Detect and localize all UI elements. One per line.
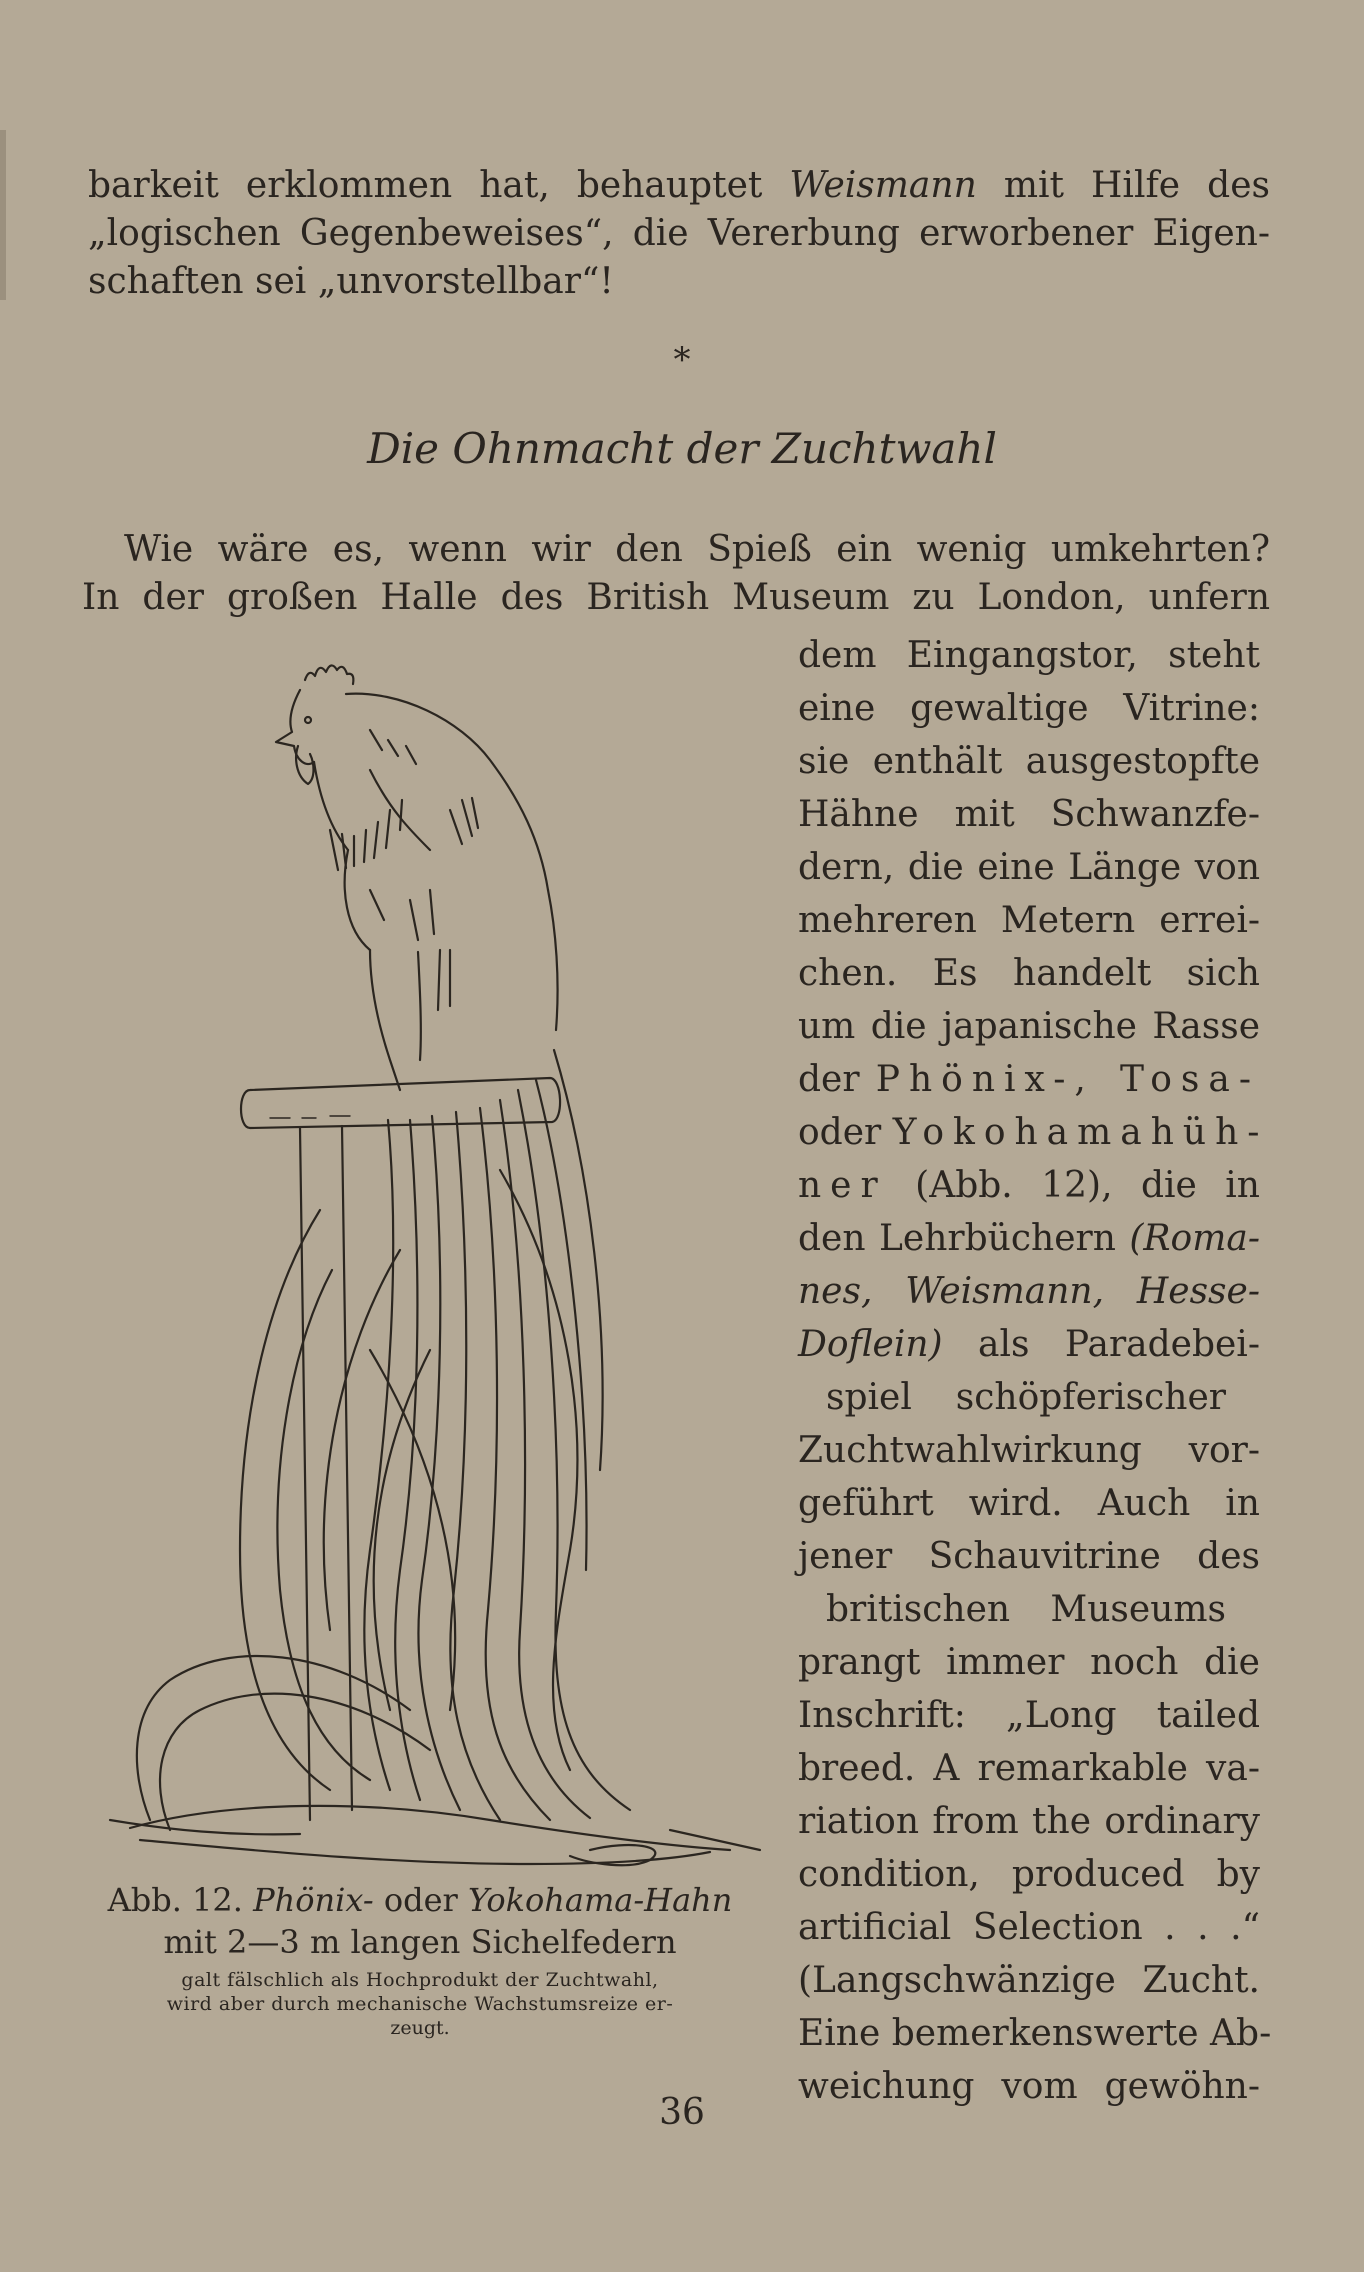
column-line: Inschrift: „Long tailed [798,1695,1260,1736]
column-line: artificial Selection . . .“ [798,1907,1260,1948]
column-line: Hähne mit Schwanzfe- [798,794,1260,835]
column-line: nes, Weismann, Hesse- [798,1271,1260,1312]
top-line-1: barkeit erklommen hat, behauptet Weismann mit Hilfe des [88,165,1270,206]
column-line: dern, die eine Länge von [798,847,1260,888]
column-line: Zuchtwahlwirkung vor- [798,1430,1260,1471]
page-number: 36 [659,2092,705,2133]
column-line: Eine bemerkenswerte Ab- [798,2013,1272,2054]
column-line: ner (Abb. 12), die in [798,1165,1260,1206]
column-line: jener Schauvitrine des [798,1536,1260,1577]
figure-caption-subtitle: mit 2—3 m langen Sichelfedern [163,1923,677,1961]
column-line: oder Yokohamahüh- [798,1112,1269,1153]
column-line: breed. A remarkable va- [798,1748,1260,1789]
intro-line-1: Wie wäre es, wenn wir den Spieß ein wenig umkehrten? [124,529,1270,570]
column-line: chen. Es handelt sich [798,953,1260,994]
column-line: geführt wird. Auch in [798,1483,1260,1524]
figure-caption-title: Abb. 12. Phönix- oder Yokohama-Hahn [107,1881,733,1919]
breed-name-spaced: ner [798,1165,887,1206]
column-line: mehreren Metern errei- [798,900,1260,941]
column-line: sie enthält ausgestopfte [798,741,1260,782]
top-line-3: schaften sei „unvorstellbar“! [88,261,614,302]
figure-caption-note: galt fälschlich als Hochprodukt der Zuchtwahl, [181,1969,659,1991]
intro-line-2: In der großen Halle des British Museum zu London, unfern [82,577,1270,618]
column-line: spiel schöpferischer [826,1377,1226,1418]
column-line: prangt immer noch die [798,1642,1260,1683]
column-line: weichung vom gewöhn- [798,2066,1260,2107]
author-name-weismann: Weismann [789,165,977,206]
rooster-illustration [70,650,770,1870]
column-line: eine gewaltige Vitrine: [798,688,1260,729]
section-separator: * [673,340,691,380]
breed-name-spaced: Yokohamahüh- [892,1112,1269,1153]
figure-caption-note: zeugt. [390,2017,450,2039]
column-line: dem Eingangstor, steht [798,635,1260,676]
top-line-2: „logischen Gegenbeweises“, die Vererbung erworbener Eigen- [88,213,1270,254]
column-line: der Phönix-, Tosa- [798,1059,1260,1100]
column-line: condition, produced by [798,1854,1260,1895]
column-line: den Lehrbüchern (Roma- [798,1218,1260,1259]
column-line: riation from the ordinary [798,1801,1260,1842]
column-line: (Langschwänzige Zucht. [798,1960,1260,2001]
column-line: britischen Museums [826,1589,1226,1630]
section-heading: Die Ohnmacht der Zuchtwahl [367,424,997,473]
page-edge-shadow [0,130,6,300]
column-line: Doflein) als Paradebei- [798,1324,1260,1365]
breed-name-spaced: Phönix-, Tosa- [875,1059,1260,1100]
figure-caption-note: wird aber durch mechanische Wachstumsreize er- [166,1993,674,2015]
column-line: um die japanische Rasse [798,1006,1260,1047]
